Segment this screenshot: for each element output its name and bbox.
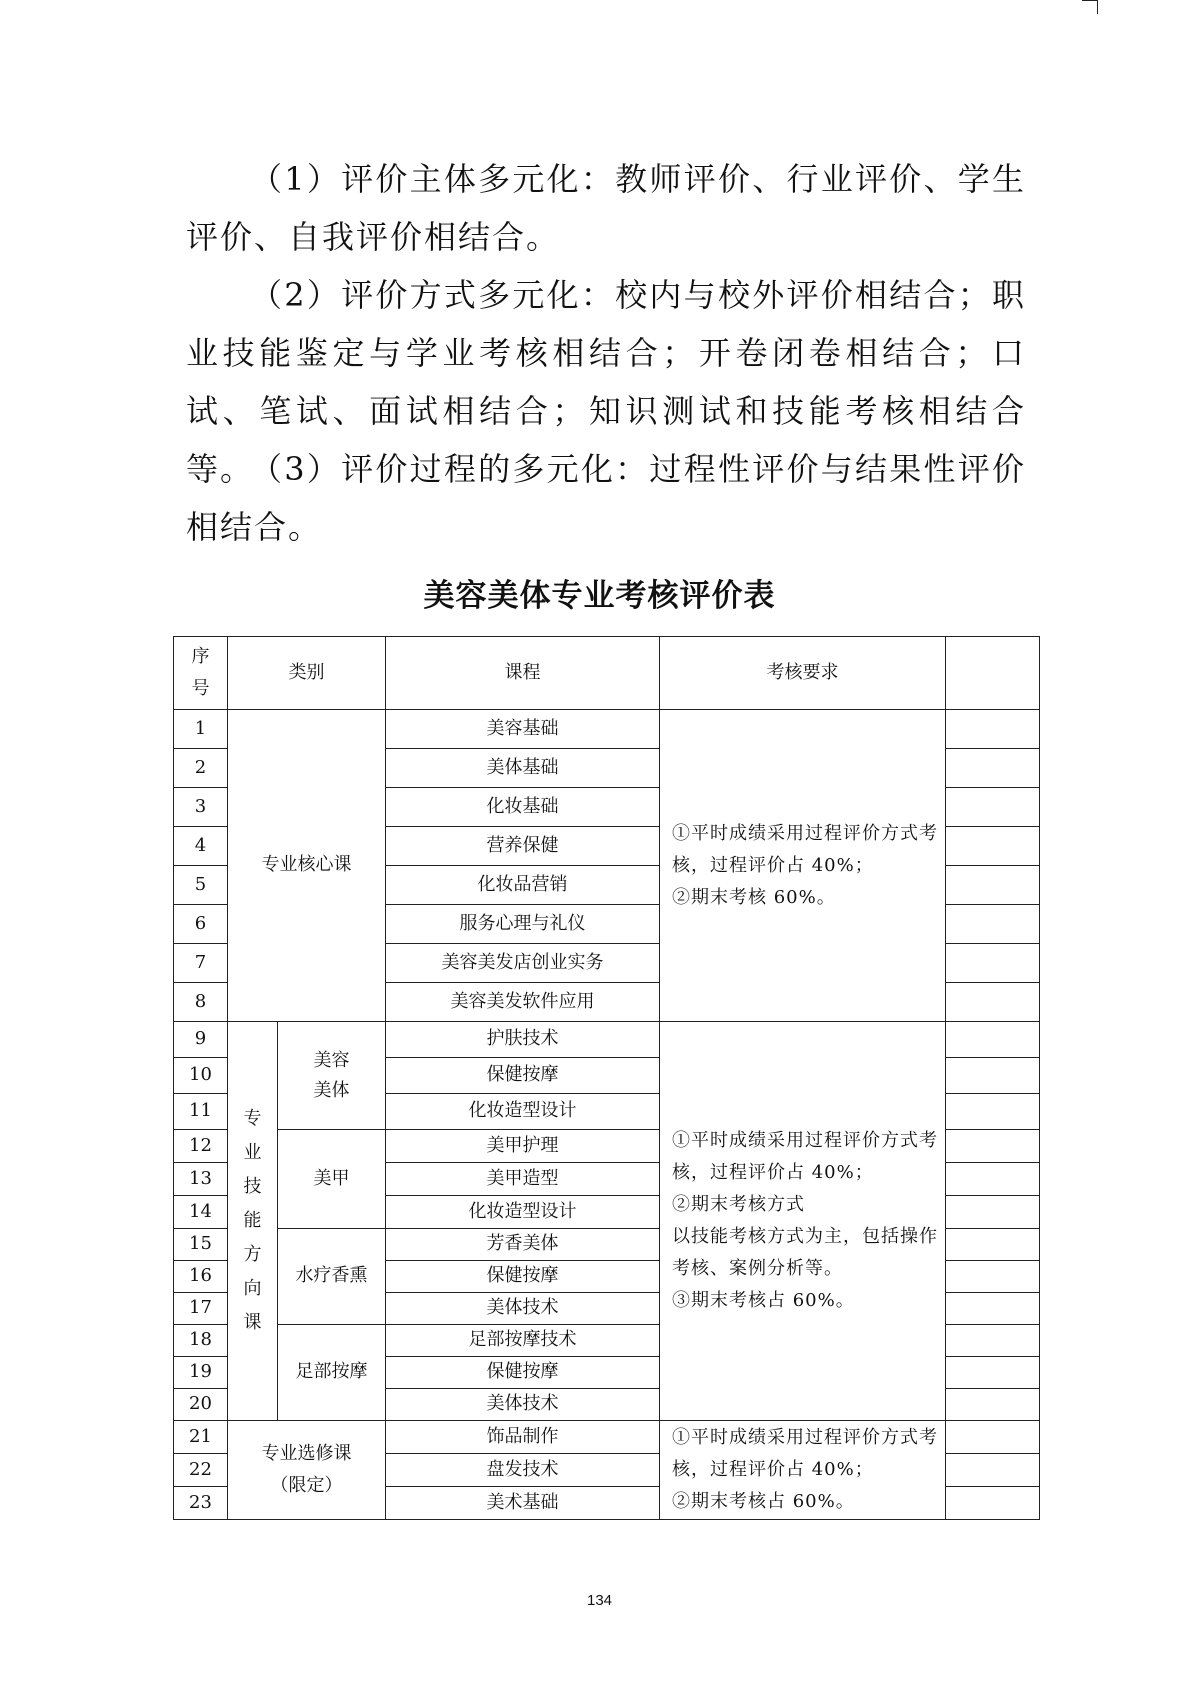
header-extra bbox=[946, 637, 1040, 710]
seq-cell: 18 bbox=[174, 1325, 228, 1357]
extra-cell bbox=[946, 1196, 1040, 1229]
extra-cell bbox=[946, 944, 1040, 983]
seq-cell: 5 bbox=[174, 866, 228, 905]
seq-cell: 13 bbox=[174, 1163, 228, 1196]
seq-cell: 6 bbox=[174, 905, 228, 944]
seq-cell: 19 bbox=[174, 1357, 228, 1389]
course-cell: 保健按摩 bbox=[386, 1357, 660, 1389]
seq-cell: 4 bbox=[174, 827, 228, 866]
seq-cell: 2 bbox=[174, 749, 228, 788]
category-cell: 专业核心课 bbox=[228, 710, 386, 1022]
course-cell: 美甲护理 bbox=[386, 1130, 660, 1163]
seq-cell: 9 bbox=[174, 1022, 228, 1058]
requirement-cell: ①平时成绩采用过程评价方式考核，过程评价占 40%； ②期末考核 60%。 bbox=[660, 710, 946, 1022]
seq-cell: 16 bbox=[174, 1261, 228, 1293]
seq-cell: 11 bbox=[174, 1094, 228, 1130]
extra-cell bbox=[946, 1325, 1040, 1357]
paragraph-evaluation-method: （2）评价方式多元化：校内与校外评价相结合；职业技能鉴定与学业考核相结合；开卷闭卷相结合；口试、笔试、面试相结合；知识测试和技能考核相结合等。 bbox=[186, 276, 1026, 488]
header-category: 类别 bbox=[228, 637, 386, 710]
course-cell: 美容基础 bbox=[386, 710, 660, 749]
subcategory-cell: 水疗香熏 bbox=[278, 1229, 386, 1325]
extra-cell bbox=[946, 1421, 1040, 1454]
crop-mark bbox=[1082, 0, 1098, 14]
seq-cell: 21 bbox=[174, 1421, 228, 1454]
page-number: 134 bbox=[586, 1592, 613, 1609]
extra-cell bbox=[946, 1163, 1040, 1196]
table-row bbox=[174, 1022, 1040, 1058]
course-cell: 美体技术 bbox=[386, 1293, 660, 1325]
category-cell: 专业选修课 （限定） bbox=[228, 1421, 386, 1520]
seq-cell: 3 bbox=[174, 788, 228, 827]
category-cell: 专 业 技 能 方 向 课 bbox=[228, 1022, 278, 1421]
table-title: 美容美体专业考核评价表 bbox=[423, 578, 776, 614]
seq-cell: 7 bbox=[174, 944, 228, 983]
subcategory-cell: 足部按摩 bbox=[278, 1325, 386, 1421]
subcategory-cell: 美甲 bbox=[278, 1130, 386, 1229]
course-cell: 化妆造型设计 bbox=[386, 1196, 660, 1229]
seq-cell: 17 bbox=[174, 1293, 228, 1325]
subcategory-cell: 美容 美体 bbox=[278, 1022, 386, 1130]
header-seq: 序 号 bbox=[174, 637, 228, 710]
extra-cell bbox=[946, 1357, 1040, 1389]
course-cell: 化妆品营销 bbox=[386, 866, 660, 905]
paragraph-evaluation-subject: （1）评价主体多元化：教师评价、行业评价、学生评价、自我评价相结合。 bbox=[186, 160, 1026, 256]
extra-cell bbox=[946, 1389, 1040, 1421]
course-cell: 美甲造型 bbox=[386, 1163, 660, 1196]
header-course: 课程 bbox=[386, 637, 660, 710]
course-cell: 美容美发店创业实务 bbox=[386, 944, 660, 983]
seq-cell: 12 bbox=[174, 1130, 228, 1163]
course-cell: 芳香美体 bbox=[386, 1229, 660, 1261]
course-cell: 服务心理与礼仪 bbox=[386, 905, 660, 944]
course-cell: 美术基础 bbox=[386, 1487, 660, 1520]
seq-cell: 15 bbox=[174, 1229, 228, 1261]
course-cell: 饰品制作 bbox=[386, 1421, 660, 1454]
header-requirement: 考核要求 bbox=[660, 637, 946, 710]
seq-cell: 22 bbox=[174, 1454, 228, 1487]
extra-cell bbox=[946, 1487, 1040, 1520]
extra-cell bbox=[946, 1022, 1040, 1058]
extra-cell bbox=[946, 788, 1040, 827]
course-cell: 营养保健 bbox=[386, 827, 660, 866]
course-cell: 护肤技术 bbox=[386, 1022, 660, 1058]
extra-cell bbox=[946, 983, 1040, 1022]
extra-cell bbox=[946, 749, 1040, 788]
extra-cell bbox=[946, 1229, 1040, 1261]
requirement-cell: ①平时成绩采用过程评价方式考核，过程评价占 40%； ②期末考核占 60%。 bbox=[660, 1421, 946, 1520]
extra-cell bbox=[946, 827, 1040, 866]
table-header-row bbox=[174, 637, 1040, 710]
seq-cell: 1 bbox=[174, 710, 228, 749]
course-cell: 美体基础 bbox=[386, 749, 660, 788]
extra-cell bbox=[946, 1454, 1040, 1487]
course-cell: 化妆基础 bbox=[386, 788, 660, 827]
extra-cell bbox=[946, 905, 1040, 944]
table-row bbox=[174, 1421, 1040, 1454]
extra-cell bbox=[946, 710, 1040, 749]
evaluation-table bbox=[173, 636, 1040, 1520]
course-cell: 保健按摩 bbox=[386, 1058, 660, 1094]
seq-cell: 20 bbox=[174, 1389, 228, 1421]
course-cell: 美容美发软件应用 bbox=[386, 983, 660, 1022]
paragraph-evaluation-process: （3）评价过程的多元化：过程性评价与结果性评价相结合。 bbox=[186, 450, 1026, 546]
extra-cell bbox=[946, 1058, 1040, 1094]
course-cell: 化妆造型设计 bbox=[386, 1094, 660, 1130]
course-cell: 保健按摩 bbox=[386, 1261, 660, 1293]
extra-cell bbox=[946, 1130, 1040, 1163]
course-cell: 足部按摩技术 bbox=[386, 1325, 660, 1357]
extra-cell bbox=[946, 866, 1040, 905]
extra-cell bbox=[946, 1293, 1040, 1325]
course-cell: 美体技术 bbox=[386, 1389, 660, 1421]
course-cell: 盘发技术 bbox=[386, 1454, 660, 1487]
table-row bbox=[174, 710, 1040, 749]
seq-cell: 8 bbox=[174, 983, 228, 1022]
seq-cell: 23 bbox=[174, 1487, 228, 1520]
seq-cell: 14 bbox=[174, 1196, 228, 1229]
extra-cell bbox=[946, 1094, 1040, 1130]
extra-cell bbox=[946, 1261, 1040, 1293]
seq-cell: 10 bbox=[174, 1058, 228, 1094]
requirement-cell: ①平时成绩采用过程评价方式考核，过程评价占 40%； ②期末考核方式 以技能考核方式为主，包括操作考核、案例分析等。 ③期末考核占 60%。 bbox=[660, 1022, 946, 1421]
